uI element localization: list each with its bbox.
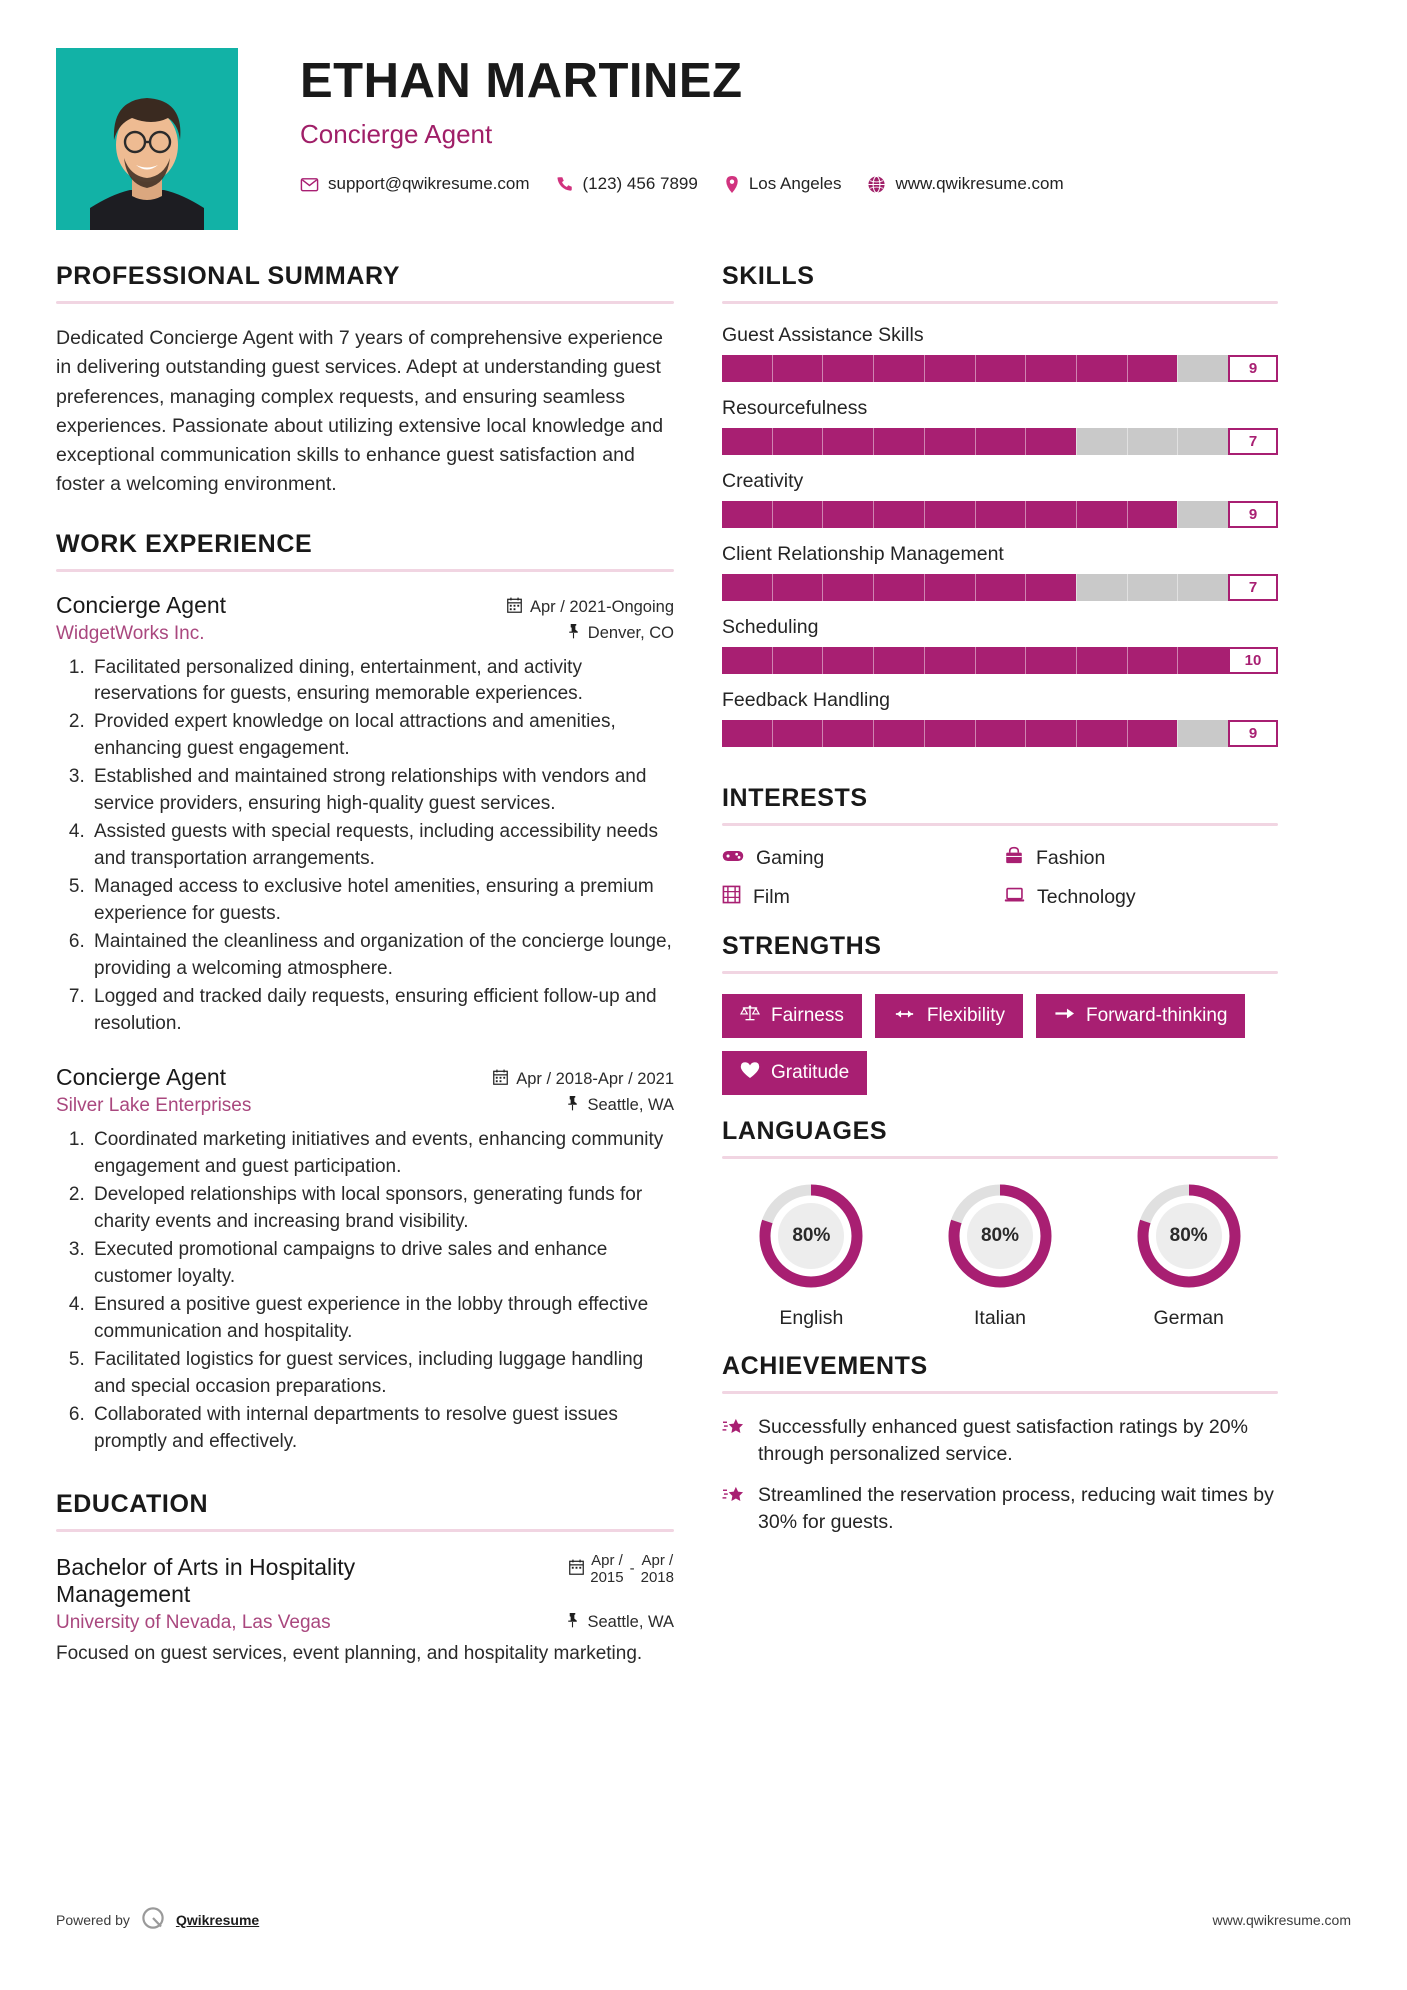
education-entry-description: Focused on guest services, event planning, and hospitality marketing. <box>56 1642 643 1664</box>
language-name: English <box>779 1307 844 1329</box>
skill-item <box>722 397 1278 455</box>
education-entry-school: University of Nevada, Las Vegas <box>56 1611 331 1633</box>
skill-track <box>722 647 1228 674</box>
skill-bar-row <box>722 501 1278 528</box>
list-item: 2. Developed relationships with local sponsors, generating funds for charity events and increasing brand visibility. <box>90 1182 674 1236</box>
map-pin-icon <box>724 175 740 194</box>
skill-score: 9 <box>1228 720 1278 747</box>
education-entry-dates <box>569 1552 674 1587</box>
work-entry <box>56 592 674 1039</box>
section-title-strengths: STRENGTHS <box>722 932 882 960</box>
language-percent: 80% <box>1169 1225 1208 1246</box>
laptop-icon <box>1004 886 1025 910</box>
work-entry-dates <box>493 1069 674 1090</box>
left-column <box>56 262 674 1671</box>
list-item: 3. Executed promotional campaigns to drive sales and enhance customer loyalty. <box>90 1237 674 1291</box>
footer-website[interactable]: www.qwikresume.com <box>1212 1911 1351 1928</box>
right-column <box>722 262 1278 1671</box>
calendar-icon <box>507 597 522 618</box>
contact-website-text: www.qwikresume.com <box>895 174 1064 194</box>
education-date-start <box>590 1552 623 1587</box>
strength-label: Flexibility <box>926 1005 1005 1026</box>
page-footer <box>56 1905 1351 1934</box>
section-title-interests: INTERESTS <box>722 784 868 812</box>
skill-ticks <box>722 428 1228 455</box>
gamepad-icon <box>722 847 744 870</box>
spacer <box>56 500 674 530</box>
education-date-end <box>641 1552 674 1587</box>
strength-label: Forward-thinking <box>1085 1005 1228 1026</box>
section-work-experience <box>56 530 674 1456</box>
education-date-start-month: Apr / <box>591 1551 623 1569</box>
shooting-star-icon <box>722 1482 745 1511</box>
work-entry-dates-text: Apr / 2018-Apr / 2021 <box>516 1070 674 1089</box>
language-name: German <box>1153 1307 1224 1329</box>
interest-label: Gaming <box>756 847 825 869</box>
qwikresume-logo-icon <box>140 1905 166 1934</box>
achievement-text: Streamlined the reservation process, reducing wait times by 30% for guests. <box>758 1483 1274 1533</box>
skill-track <box>722 501 1228 528</box>
arrows-horizontal-icon <box>893 1005 916 1027</box>
spacer <box>722 1330 1278 1352</box>
list-item: 2. Provided expert knowledge on local attractions and amenities, enhancing guest engagement. <box>90 709 674 763</box>
section-divider <box>722 1391 1278 1394</box>
phone-icon <box>556 175 574 193</box>
work-entry-company: Silver Lake Enterprises <box>56 1095 252 1117</box>
contact-row <box>300 174 1351 194</box>
handbag-icon <box>1004 846 1024 871</box>
section-strengths <box>722 932 1278 1095</box>
strength-tag-fairness <box>722 994 862 1038</box>
section-title-skills: SKILLS <box>722 262 815 290</box>
shooting-star-icon <box>722 1414 745 1443</box>
summary-text: Dedicated Concierge Agent with 7 years of comprehensive experience in delivering outstanding guest services. Adept at understanding guest preferences, managing complex requests, and ensuring seamless experiences. Passionate about utilizing extensive local knowledge and exceptional communication skills to enhance guest satisfaction and foster a welcoming environment. <box>56 327 664 496</box>
film-strip-icon <box>722 885 741 910</box>
education-entry-title: Bachelor of Arts in Hospitality Management <box>56 1553 356 1607</box>
arrow-right-icon <box>1054 1005 1075 1027</box>
skill-track <box>722 720 1228 747</box>
work-entry-header <box>56 1064 674 1091</box>
work-entry-company: WidgetWorks Inc. <box>56 622 205 644</box>
skill-item <box>722 470 1278 528</box>
list-item: 3. Established and maintained strong relationships with vendors and service providers, ensuring high-quality guest services. <box>90 764 674 818</box>
skill-track <box>722 355 1228 382</box>
contact-phone-text: (123) 456 7899 <box>582 174 698 194</box>
contact-website[interactable] <box>867 174 1063 194</box>
strength-tag-gratitude <box>722 1051 867 1095</box>
interest-item-film <box>722 885 996 910</box>
list-item: 1. Facilitated personalized dining, entertainment, and activity reservations for guests, ensuring memorable experiences. <box>90 655 674 709</box>
skill-track <box>722 428 1228 455</box>
strength-tag-flexibility <box>875 994 1023 1038</box>
languages-row <box>722 1179 1278 1330</box>
work-entry <box>56 1064 674 1456</box>
skill-label: Resourcefulness <box>722 397 868 419</box>
skill-score: 10 <box>1228 647 1278 674</box>
footer-brand-link[interactable]: Qwikresume <box>175 1911 260 1928</box>
avatar-photo <box>72 70 222 230</box>
resume-body <box>0 230 1407 1671</box>
section-professional-summary <box>56 262 674 500</box>
contact-email[interactable] <box>300 174 530 194</box>
skill-ticks <box>722 574 1228 601</box>
work-entry-subheader <box>56 623 674 645</box>
skill-item <box>722 543 1278 601</box>
list-item: 5. Facilitated logistics for guest services, including luggage handling and special occasion preparations. <box>90 1347 674 1401</box>
interest-label: Film <box>753 886 790 908</box>
skill-ticks <box>722 647 1228 674</box>
education-date-end-month: Apr / <box>641 1551 674 1569</box>
section-divider <box>56 569 674 572</box>
work-entry-title: Concierge Agent <box>56 1064 227 1091</box>
work-entry-bullets <box>56 1127 674 1456</box>
skill-label: Creativity <box>722 470 804 492</box>
achievement-item <box>722 1482 1278 1536</box>
work-entry-location <box>566 1095 674 1116</box>
skill-label: Feedback Handling <box>722 689 891 711</box>
skill-track <box>722 574 1228 601</box>
section-achievements <box>722 1352 1278 1536</box>
language-percent: 80% <box>980 1225 1020 1246</box>
footer-powered-label: Powered by <box>56 1911 130 1928</box>
skill-score: 7 <box>1228 428 1278 455</box>
interest-item-technology <box>1004 885 1278 910</box>
spacer <box>722 910 1278 932</box>
achievement-item <box>722 1414 1278 1468</box>
section-divider <box>722 301 1278 304</box>
spacer <box>56 1042 674 1064</box>
education-date-start-year: 2015 <box>590 1568 624 1586</box>
page-title: ETHAN MARTINEZ <box>300 54 743 108</box>
skill-ticks <box>722 501 1228 528</box>
section-title-education: EDUCATION <box>56 1489 209 1518</box>
avatar <box>56 48 238 230</box>
resume-header <box>0 0 1407 230</box>
donut-chart <box>1132 1179 1246 1293</box>
language-item-english <box>722 1179 901 1330</box>
section-divider <box>56 1529 674 1532</box>
language-percent: 80% <box>792 1225 831 1246</box>
skill-score: 9 <box>1228 355 1278 382</box>
education-entry-location-text: Seattle, WA <box>587 1612 674 1631</box>
calendar-icon <box>493 1069 508 1090</box>
section-education <box>56 1490 674 1668</box>
spacer <box>722 762 1278 784</box>
contact-email-text: support@qwikresume.com <box>328 174 530 194</box>
interests-grid <box>722 846 1278 910</box>
skill-label: Guest Assistance Skills <box>722 324 924 346</box>
list-item: 6. Collaborated with internal departments to resolve guest issues promptly and effectively. <box>90 1402 674 1456</box>
contact-location <box>724 174 842 194</box>
work-entry-subheader <box>56 1095 674 1117</box>
contact-phone[interactable] <box>556 174 698 194</box>
pushpin-icon <box>566 1612 579 1633</box>
scales-icon <box>740 1004 760 1028</box>
section-divider <box>56 301 674 304</box>
envelope-icon <box>300 175 319 194</box>
work-entry-location-text: Seattle, WA <box>587 1096 674 1115</box>
skill-score: 9 <box>1228 501 1278 528</box>
skill-item <box>722 616 1278 674</box>
skill-ticks <box>722 355 1228 382</box>
section-interests <box>722 784 1278 910</box>
work-entry-title: Concierge Agent <box>56 591 227 618</box>
skill-ticks <box>722 720 1228 747</box>
work-entry-location <box>567 623 674 644</box>
education-entry <box>56 1552 674 1668</box>
education-entry-location <box>566 1612 674 1633</box>
list-item: 5. Managed access to exclusive hotel amenities, ensuring a premium experience for guests. <box>90 874 674 928</box>
interest-label: Fashion <box>1036 847 1106 869</box>
section-title-achievements: ACHIEVEMENTS <box>722 1352 928 1380</box>
section-title-languages: LANGUAGES <box>722 1117 888 1145</box>
globe-icon <box>867 175 886 194</box>
donut-chart <box>943 1179 1057 1293</box>
work-entry-location-text: Denver, CO <box>587 623 674 642</box>
skill-label: Scheduling <box>722 616 819 638</box>
skill-item <box>722 689 1278 747</box>
contact-location-text: Los Angeles <box>748 174 842 194</box>
list-item: 4. Ensured a positive guest experience in the lobby through effective communication and hospitality. <box>90 1292 674 1346</box>
footer-powered-by <box>56 1905 259 1934</box>
skill-bar-row <box>722 720 1278 747</box>
skill-bar-row <box>722 355 1278 382</box>
education-entry-subheader <box>56 1612 674 1634</box>
list-item: 7. Logged and tracked daily requests, ensuring efficient follow-up and resolution. <box>90 984 674 1038</box>
work-entry-dates-text: Apr / 2021-Ongoing <box>529 597 674 616</box>
pushpin-icon <box>567 623 580 644</box>
language-item-german <box>1099 1179 1278 1330</box>
work-entry-bullets <box>56 655 674 1039</box>
section-divider <box>722 823 1278 826</box>
list-item: 1. Coordinated marketing initiatives and events, enhancing community engagement and guest participation. <box>90 1127 674 1181</box>
header-text-block <box>238 48 1351 194</box>
spacer <box>722 1095 1278 1117</box>
work-entry-dates <box>507 597 674 618</box>
skill-label: Client Relationship Management <box>722 543 1004 565</box>
strength-label: Gratitude <box>771 1062 850 1083</box>
calendar-icon <box>569 1559 584 1579</box>
interest-item-fashion <box>1004 846 1278 871</box>
interest-label: Technology <box>1037 886 1136 908</box>
education-entry-header <box>56 1552 674 1608</box>
education-date-end-year: 2018 <box>640 1568 674 1586</box>
strength-label: Fairness <box>771 1005 844 1026</box>
spacer <box>56 1460 674 1490</box>
skill-bar-row <box>722 647 1278 674</box>
skill-item <box>722 324 1278 382</box>
section-divider <box>722 971 1278 974</box>
list-item: 6. Maintained the cleanliness and organization of the concierge lounge, providing a welcoming atmosphere. <box>90 929 674 983</box>
list-item: 4. Assisted guests with special requests, including accessibility needs and transportation arrangements. <box>90 819 674 873</box>
section-title-work-experience: WORK EXPERIENCE <box>56 529 313 558</box>
section-skills <box>722 262 1278 747</box>
interest-item-gaming <box>722 846 996 871</box>
language-name: Italian <box>973 1307 1027 1329</box>
education-date-separator: - <box>629 1560 635 1578</box>
skill-bar-row <box>722 428 1278 455</box>
work-entry-header <box>56 592 674 619</box>
skill-bar-row <box>722 574 1278 601</box>
pushpin-icon <box>566 1095 579 1116</box>
language-item-italian <box>911 1179 1090 1330</box>
job-role-subtitle: Concierge Agent <box>300 119 493 150</box>
donut-chart <box>754 1179 868 1293</box>
section-title-professional-summary: PROFESSIONAL SUMMARY <box>56 262 400 290</box>
strength-tag-forward-thinking <box>1036 994 1246 1038</box>
heart-icon <box>740 1061 760 1085</box>
section-languages <box>722 1117 1278 1330</box>
skill-score: 7 <box>1228 574 1278 601</box>
section-divider <box>722 1156 1278 1159</box>
strengths-tag-list <box>722 994 1278 1095</box>
achievement-text: Successfully enhanced guest satisfaction ratings by 20% through personalized service. <box>758 1416 1248 1465</box>
